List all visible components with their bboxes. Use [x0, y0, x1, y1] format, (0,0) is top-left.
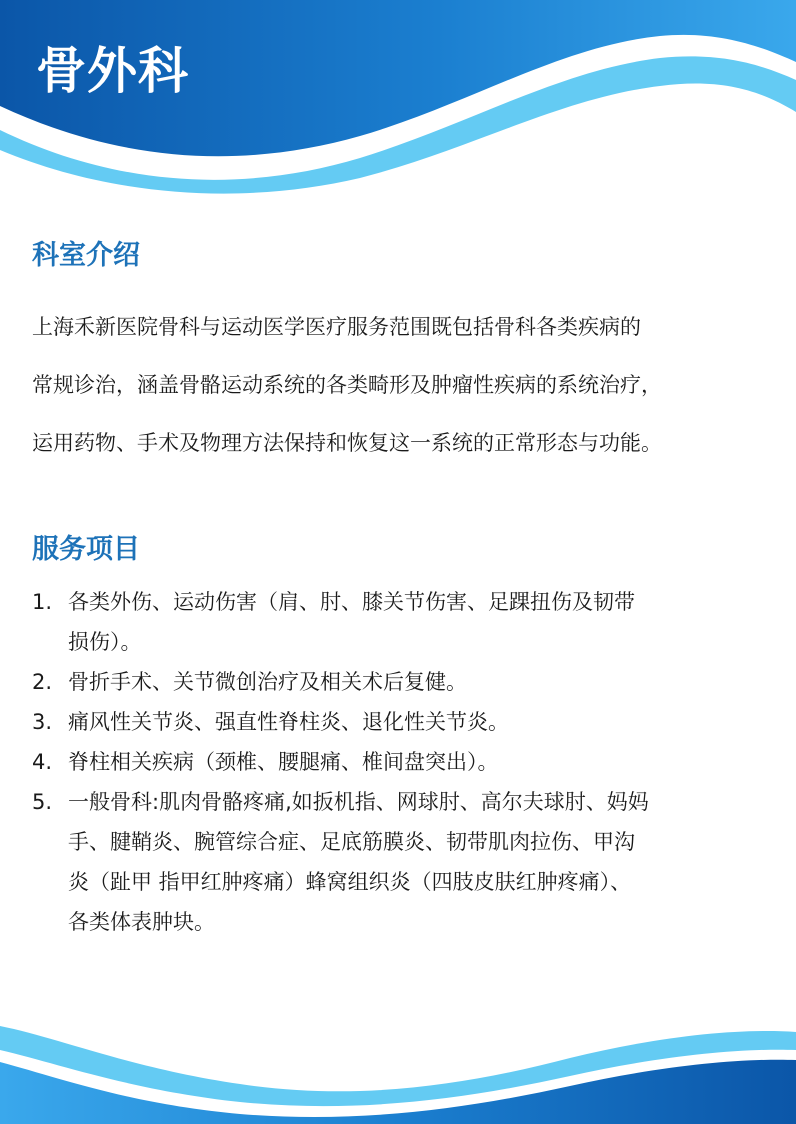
service-number: 4. — [32, 750, 53, 774]
service-line: 炎（趾甲 指甲红肿疼痛）蜂窝组织炎（四肢皮肤红肿疼痛）、 — [68, 870, 632, 894]
service-item — [32, 702, 762, 742]
intro-paragraph — [32, 298, 762, 472]
service-item — [32, 742, 762, 782]
service-text — [68, 782, 762, 942]
service-list — [32, 582, 762, 942]
section-title-services: 服务项目 — [32, 534, 140, 565]
service-line: 手、腱鞘炎、腕管综合症、足底筋膜炎、韧带肌肉拉伤、甲沟 — [68, 830, 635, 854]
service-text — [68, 582, 762, 662]
service-line: 一般骨科:肌肉骨骼疼痛,如扳机指、网球肘、高尔夫球肘、妈妈 — [68, 790, 649, 814]
intro-line: 运用药物、手术及物理方法保持和恢复这一系统的正常形态与功能。 — [32, 431, 662, 455]
intro-line: 上海禾新医院骨科与运动医学医疗服务范围既包括骨科各类疾病的 — [32, 315, 641, 339]
header-wave-banner — [0, 0, 796, 200]
page-title: 骨外科 — [36, 42, 189, 100]
section-title-intro: 科室介绍 — [32, 240, 140, 271]
service-line: 损伤）。 — [68, 630, 142, 654]
footer-wave-banner — [0, 1014, 796, 1124]
service-text — [68, 702, 762, 742]
service-text — [68, 662, 762, 702]
service-line: 各类外伤、运动伤害（肩、肘、膝关节伤害、足踝扭伤及韧带 — [68, 590, 635, 614]
service-number: 1. — [32, 590, 53, 614]
service-number: 3. — [32, 710, 53, 734]
service-text — [68, 742, 762, 782]
service-line: 脊柱相关疾病（颈椎、腰腿痛、椎间盘突出）。 — [68, 750, 499, 774]
service-line: 各类体表肿块。 — [68, 910, 215, 934]
service-item — [32, 582, 762, 662]
service-number: 2. — [32, 670, 53, 694]
service-line: 骨折手术、关节微创治疗及相关术后复健。 — [68, 670, 467, 694]
service-number: 5. — [32, 790, 53, 814]
service-line: 痛风性关节炎、强直性脊柱炎、退化性关节炎。 — [68, 710, 509, 734]
service-item — [32, 662, 762, 702]
intro-line: 常规诊治，涵盖骨骼运动系统的各类畸形及肿瘤性疾病的系统治疗， — [32, 373, 662, 397]
service-item — [32, 782, 762, 942]
